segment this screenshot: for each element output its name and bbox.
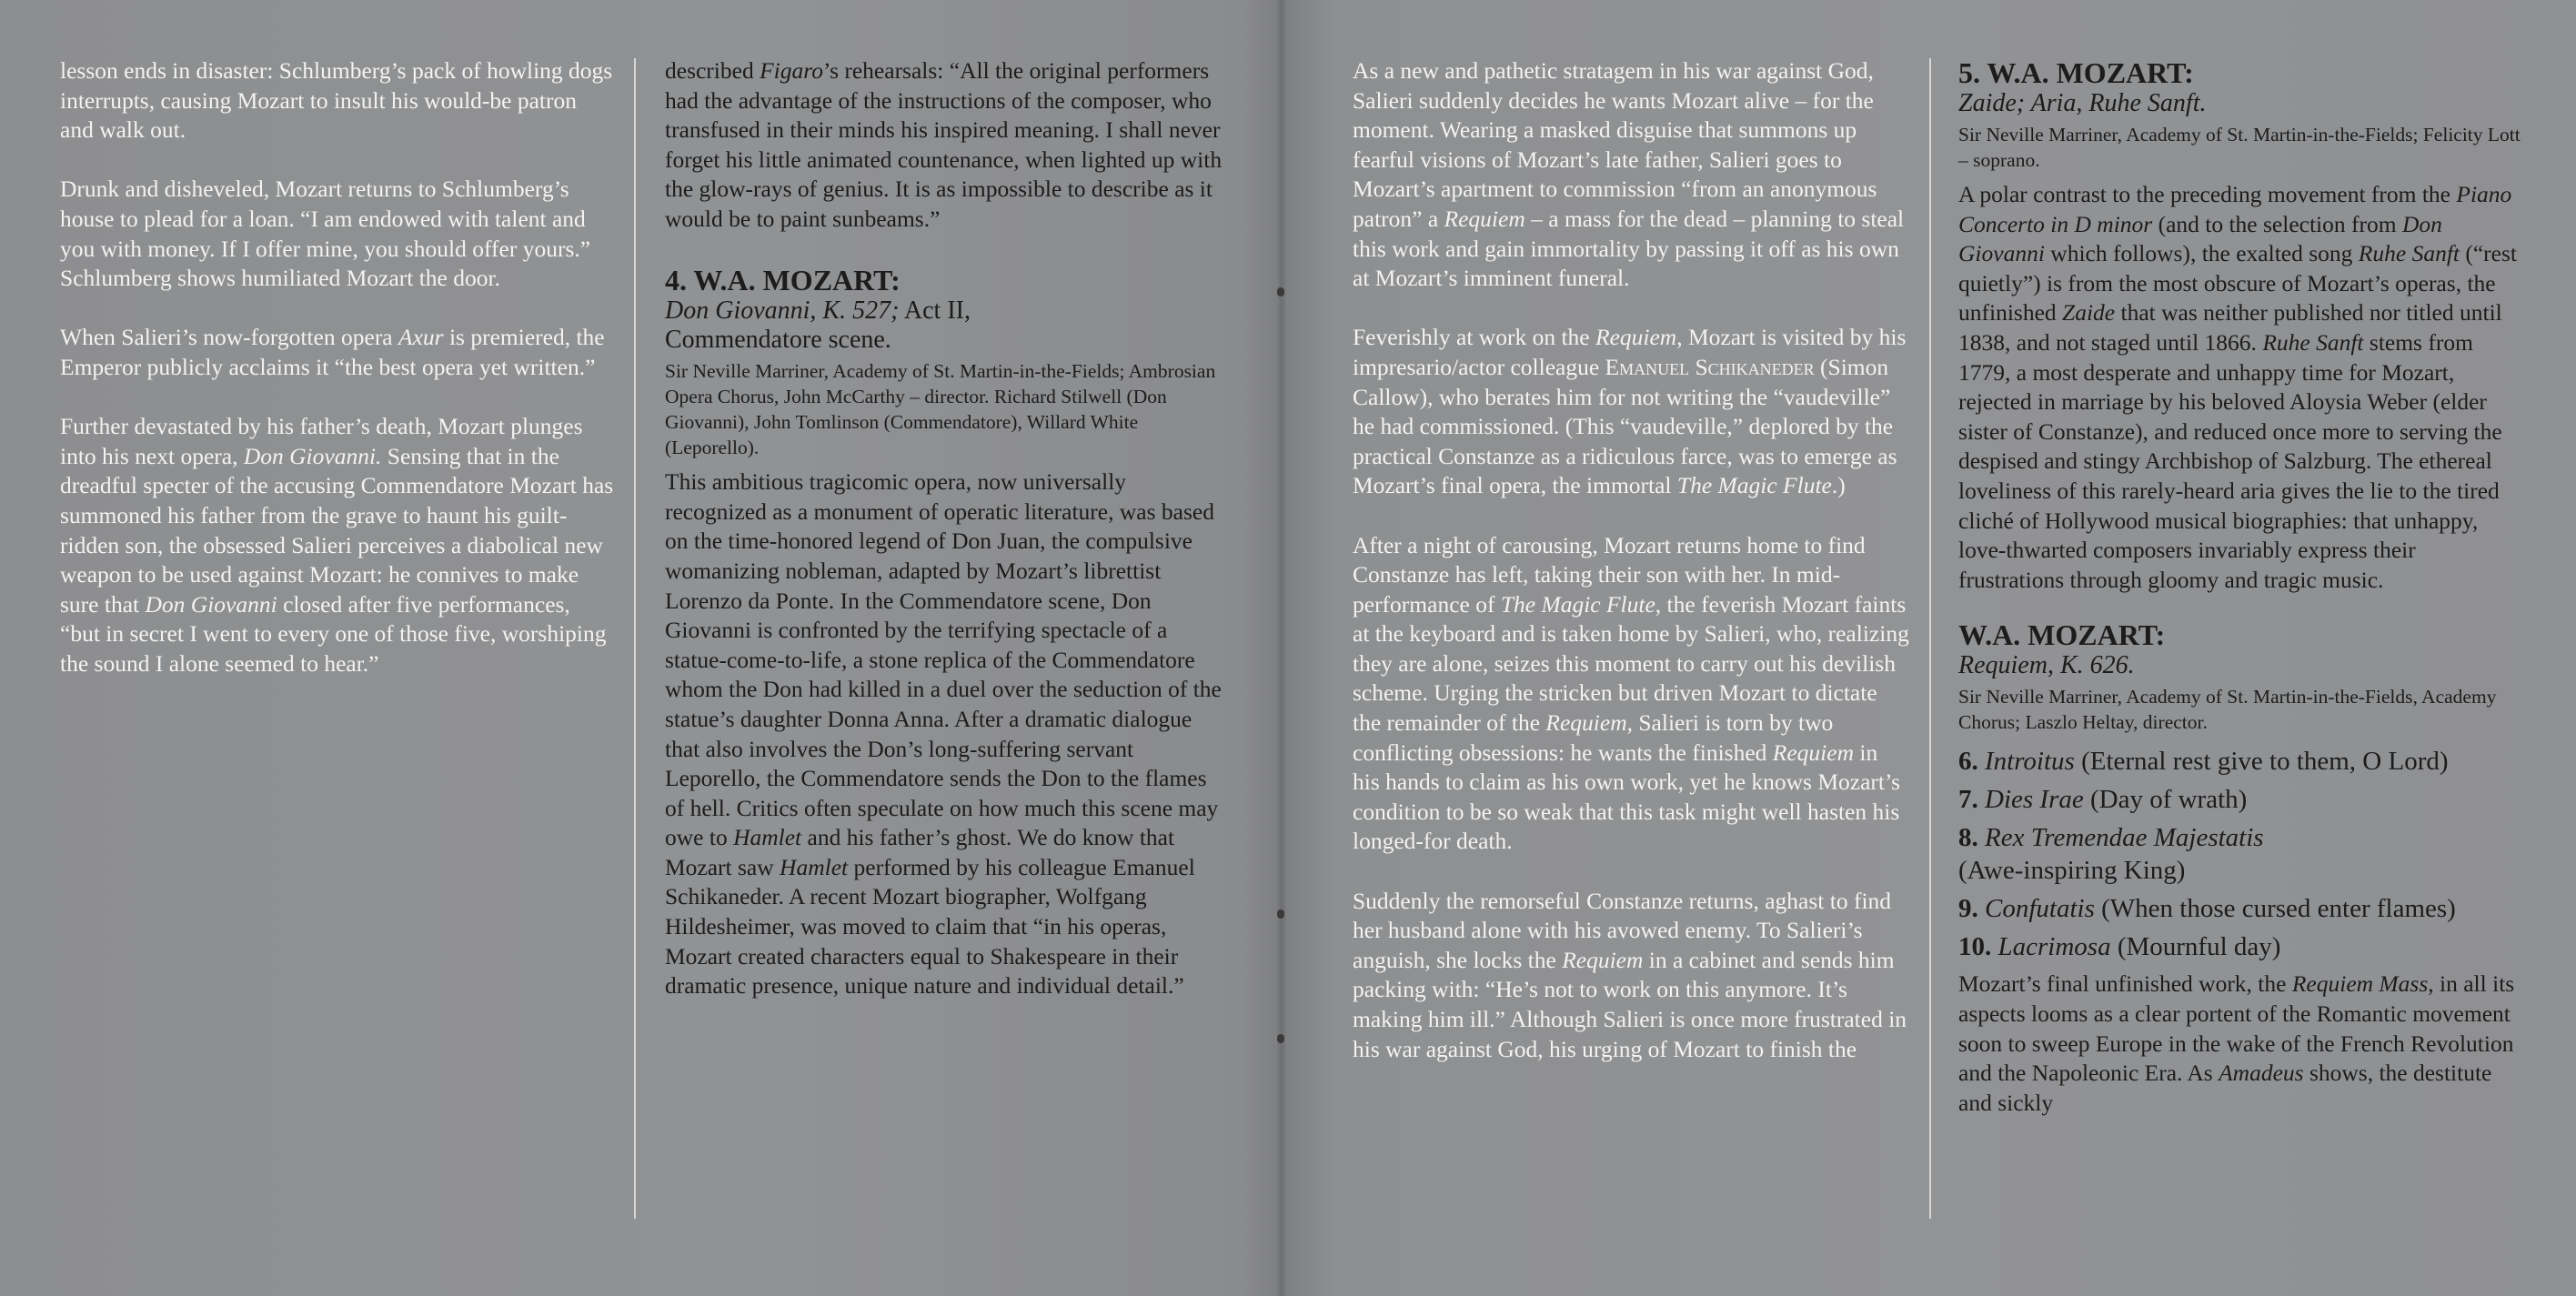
track-title: Confutatis bbox=[1985, 894, 2095, 924]
text: A polar contrast to the preceding movement from the bbox=[1958, 181, 2457, 207]
paragraph bbox=[60, 323, 615, 382]
text: performed by his colleague Emanuel Schikaneder. A recent Mozart biographer, Wolfgang Hildesheimer, was moved to claim that “in his operas, Mozart created characters equal to Shakespeare in their dramatic presence, unique nature and individual detail.” bbox=[665, 853, 1195, 1000]
text: (and to the selection from bbox=[2152, 210, 2402, 237]
track-list bbox=[1958, 742, 2522, 966]
track-number: 7. bbox=[1958, 785, 1978, 815]
work-title: Requiem bbox=[1772, 738, 1854, 766]
track-description: (Awe-inspiring King) bbox=[1958, 856, 2186, 886]
track-description: (Mournful day) bbox=[2110, 932, 2281, 962]
text: in a cabinet and sends him packing with: “He’s not to work on this anymore. It’s making him ill.” Although Salieri is once more frustrated in his war against God, his urging of Mozart to finish the bbox=[1353, 946, 1907, 1062]
opera-title: Don Giovanni bbox=[1958, 210, 2442, 267]
text: This ambitious tragicomic opera, now universally recognized as a monument of operatic literature, was based on the time-honored legend of Don Juan, the compulsive womanizing nobleman, adapted by Mozart’s librettist Lorenzo da Ponte. In the Commendatore scene, Don Giovanni is confronted by the terrifying spectacle of a statue-come-to-life, a stone replica of the Commendatore whom the Don had killed in a duel over the seduction of the statue’s daughter Donna Anna. After a dramatic dialogue that also involves the Don’s long-suffering servant Leporello, the Commendatore sends the Don to the flames of hell. Critics often speculate on how much this scene may owe to bbox=[665, 468, 1222, 851]
track-item bbox=[1958, 928, 2522, 966]
performer-credits: Sir Neville Marriner, Academy of St. Martin-in-the-Fields; Felicity Lott – soprano. bbox=[1958, 124, 2521, 171]
work-title: Requiem bbox=[1545, 709, 1627, 737]
text: , Mozart is visited by his impresario/actor colleague bbox=[1353, 324, 1907, 380]
text: Further devastated by his father’s death, Mozart plunges into his next opera, bbox=[60, 413, 583, 469]
text: shows, the destitute and sickly bbox=[1958, 1060, 2492, 1116]
paragraph bbox=[1958, 180, 2522, 595]
track-item bbox=[1958, 889, 2522, 928]
track-number: 10. bbox=[1958, 932, 1992, 962]
paragraph bbox=[60, 175, 615, 293]
track-number: 6. bbox=[1958, 747, 1978, 777]
text: stems from 1779, a most desperate and unhappy time for Mozart, rejected in marriage by his beloved Aloysia Weber (elder sister of Constanze), and reduced once more to serving the despised and stingy Archbishop of Salzburg. The ethereal loveliness of this rarely-heard aria gives the lie to the tired cliché of Hollywood musical biographies: that unhappy, love-thwarted composers invariably express their frustrations through gloomy and tragic music. bbox=[1958, 328, 2502, 593]
track-item bbox=[1958, 742, 2522, 780]
text: which follows), the exalted song bbox=[2044, 240, 2359, 267]
staple-mark bbox=[1277, 909, 1284, 919]
column-rule bbox=[634, 58, 636, 1219]
play-title: Hamlet bbox=[733, 824, 802, 851]
text: described bbox=[665, 57, 760, 84]
work-title: Requiem bbox=[1444, 205, 1525, 232]
text: .) bbox=[1831, 472, 1846, 499]
paragraph bbox=[60, 412, 615, 678]
track-title: Lacrimosa bbox=[1997, 932, 2111, 962]
paragraph bbox=[1353, 887, 1909, 1065]
performer-credits: Sir Neville Marriner, Academy of St. Martin-in-the-Fields; Ambrosian Opera Chorus, John McCarthy – director. Richard Stilwell (Don Giovanni), John Tomlinson (Commendatore), Willard White (Leporello). bbox=[665, 360, 1216, 459]
text: ’s rehearsals: “All the original performers had the advantage of the instructions of the composer, who transfused in their minds his inspired meaning. I shall never forget his little animated countenance, when lighted up with the glow-rays of genius. It is as impossible to describe as it would be to paint sunbeams.” bbox=[665, 57, 1223, 232]
track-heading: 4. W.A. MOZART: bbox=[665, 264, 901, 297]
text: is premiered, the Emperor publicly acclaims it “the best opera yet written.” bbox=[60, 324, 605, 380]
track-description: (When those cursed enter flames) bbox=[2094, 894, 2456, 924]
text: closed after five performances, “but in secret I went to every one of those five, worshiping the sound I alone seemed to hear.” bbox=[60, 590, 607, 677]
work-title: Requiem bbox=[1595, 324, 1677, 351]
track-description: (Day of wrath) bbox=[2083, 785, 2248, 815]
column-4 bbox=[1958, 56, 2522, 1148]
opera-title: Zaide bbox=[2062, 299, 2116, 327]
paragraph bbox=[665, 467, 1229, 1001]
booklet-spine bbox=[1277, 0, 1286, 1296]
text: When Salieri’s now-forgotten opera bbox=[60, 324, 399, 351]
work-name: Don Giovanni, K. 527; bbox=[665, 296, 900, 326]
actor-name: Emanuel Schikaneder bbox=[1605, 353, 1815, 380]
track-title: Introitus bbox=[1985, 747, 2075, 777]
work-title: Requiem, K. 626. bbox=[1958, 651, 2135, 680]
text: (“rest quietly”) is from the most obscure of Mozart’s operas, the unfinished bbox=[1958, 240, 2518, 327]
opera-title: Don Giovanni bbox=[145, 590, 277, 618]
song-title: Ruhe Sanft bbox=[2262, 328, 2364, 356]
track-description: (Eternal rest give to them, O Lord) bbox=[2074, 747, 2449, 777]
text: After a night of carousing, Mozart returns home to find Constanze has left, taking their son with her. In mid-performance of bbox=[1353, 531, 1866, 618]
work-scene: Commendatore scene. bbox=[665, 326, 891, 355]
paragraph bbox=[1353, 531, 1909, 858]
text: Suddenly the remorseful Constanze returns, aghast to find her husband alone with his avowed enemy. To Salieri’s anguish, she locks the bbox=[1353, 887, 1892, 973]
performer-credits: Sir Neville Marriner, Academy of St. Martin-in-the-Fields, Academy Chorus; Laszlo Heltay, director. bbox=[1958, 686, 2497, 734]
text: (Simon Callow), who berates him for not writing the “vaudeville” he had commissioned. (This “vaudeville,” deplored by the practical Constanze as a ridiculous farce, was to emerge as Mozart’s final opera, the immortal bbox=[1353, 353, 1897, 499]
staple-mark bbox=[1277, 287, 1284, 296]
play-title: Hamlet bbox=[780, 853, 849, 880]
text: lesson ends in disaster: Schlumberg’s pack of howling dogs interrupts, causing Mozart to insult his would-be patron and walk out. bbox=[60, 57, 613, 144]
text: , Salieri is torn by two conflicting obsessions: he wants the finished bbox=[1353, 709, 1834, 766]
text: , the feverish Mozart faints at the keyboard and is taken home by Salieri, who, realizing they are alone, seizes this moment to carry out his devilish scheme. Urging the stricken but driven Mozart to dictate the remainder of the bbox=[1353, 590, 1909, 737]
opera-title: Figaro bbox=[760, 57, 823, 84]
column-2 bbox=[665, 56, 1229, 1030]
work-act: Act II, bbox=[899, 296, 971, 326]
track-heading: 5. W.A. MOZART: bbox=[1958, 56, 2194, 89]
column-3 bbox=[1353, 56, 1909, 1094]
track-number: 8. bbox=[1958, 823, 1978, 853]
text: , in all its aspects looms as a clear portent of the Romantic movement soon to sweep Europe in the wake of the French Revolution and the Napoleonic Era. As bbox=[1958, 970, 2515, 1087]
track-item bbox=[1958, 780, 2522, 819]
work-title bbox=[665, 296, 1229, 326]
paragraph bbox=[1353, 56, 1909, 294]
staple-mark bbox=[1277, 1034, 1284, 1043]
song-title: Ruhe Sanft bbox=[2358, 240, 2460, 267]
track-title: Dies Irae bbox=[1985, 785, 2084, 815]
track-title: Rex Tremendae Majestatis bbox=[1985, 823, 2264, 853]
opera-title: The Magic Flute bbox=[1500, 590, 1655, 618]
text: that was neither published nor titled until 1838, and not staged until 1866. bbox=[1958, 299, 2502, 356]
text: – a mass for the dead – planning to steal this work and gain immortality by passing it off as his own at Mozart’s imminent funeral. bbox=[1353, 205, 1905, 292]
work-title: Piano Concerto in D minor bbox=[1958, 181, 2512, 237]
column-rule bbox=[1929, 58, 1931, 1219]
track-heading: W.A. MOZART: bbox=[1958, 618, 2166, 652]
paragraph bbox=[1958, 969, 2522, 1118]
track-item bbox=[1958, 821, 2522, 887]
text: Mozart’s final unfinished work, the bbox=[1958, 970, 2292, 998]
text: Feverishly at work on the bbox=[1353, 324, 1595, 351]
paragraph bbox=[60, 56, 615, 146]
text: As a new and pathetic stratagem in his war against God, Salieri suddenly decides he wants Mozart alive – for the moment. Wearing a masked disguise that summons up fearful visions of Mozart’s late father, Salieri goes to Mozart’s apartment to commission “from an anonymous patron” a bbox=[1353, 57, 1877, 232]
column-1 bbox=[60, 56, 615, 708]
text: and his father’s ghost. We do know that Mozart saw bbox=[665, 824, 1175, 880]
opera-title: The Magic Flute bbox=[1676, 472, 1832, 499]
track-number: 9. bbox=[1958, 894, 1978, 924]
work-title: Requiem bbox=[1562, 946, 1644, 973]
opera-title: Axur bbox=[398, 324, 444, 351]
text: in his hands to claim as his own work, yet he knows Mozart’s condition to be so weak that this task might well hasten his longed-for death. bbox=[1353, 738, 1901, 855]
work-title: Zaide; Aria, Ruhe Sanft. bbox=[1958, 89, 2207, 117]
film-title: Amadeus bbox=[2219, 1060, 2304, 1087]
paragraph bbox=[665, 56, 1229, 235]
text: Sensing that in the dreadful specter of the accusing Commendatore Mozart has summoned his father from the grave to haunt his guilt-ridden son, the obsessed Salieri perceives a diabolical new weapon to be used against Mozart: he connives to make sure that bbox=[60, 442, 614, 618]
text: Drunk and disheveled, Mozart returns to Schlumberg’s house to plead for a loan. “I am endowed with talent and you with money. If I offer mine, you should offer yours.” Schlumberg shows humiliated Mozart the door. bbox=[60, 176, 591, 292]
paragraph bbox=[1353, 323, 1909, 501]
work-title: Requiem Mass bbox=[2291, 970, 2429, 998]
opera-title: Don Giovanni. bbox=[243, 442, 382, 469]
